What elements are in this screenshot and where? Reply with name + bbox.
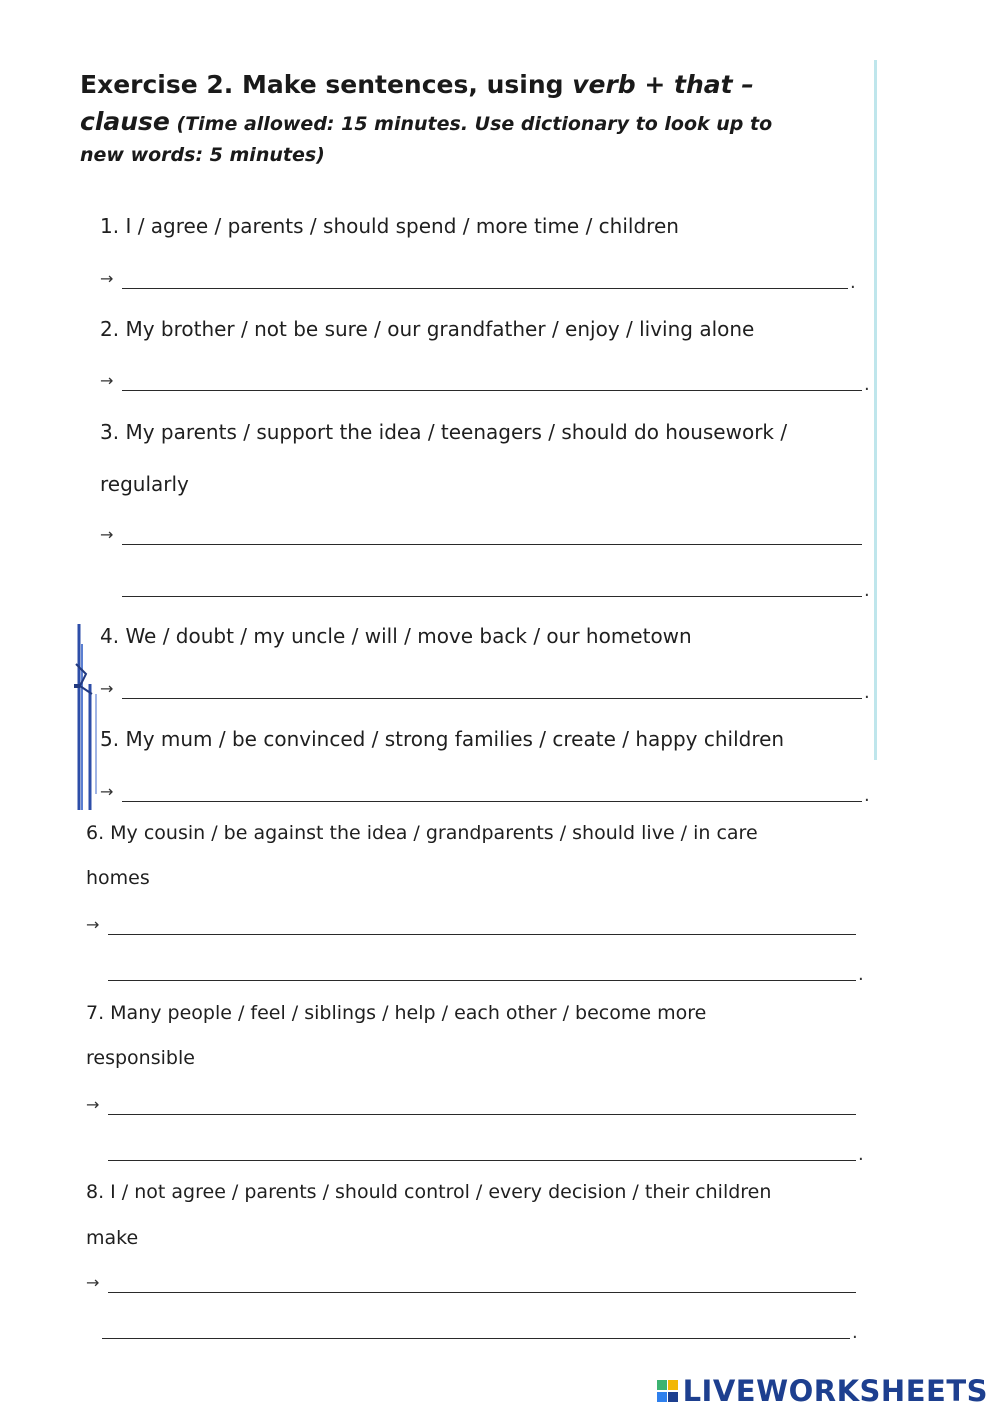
arrow-icon: → <box>100 269 114 288</box>
question-2: 2. My brother / not be sure / our grandfather / enjoy / living alone <box>100 317 755 341</box>
answer-line-5[interactable]: → . <box>100 782 870 806</box>
question-7: 7. Many people / feel / siblings / help / each other / become more <box>86 1002 707 1024</box>
answer-underline <box>108 980 856 981</box>
answer-underline <box>102 1338 850 1339</box>
answer-line-8a[interactable] <box>86 1272 866 1302</box>
logo-text: LIVEWORKSHEETS <box>682 1374 988 1408</box>
answer-line-8b[interactable]: . <box>86 1318 866 1348</box>
answer-line-6a[interactable] <box>86 914 866 944</box>
answer-underline <box>122 698 862 699</box>
question-8: 8. I / not agree / parents / should control / every decision / their children <box>86 1181 772 1203</box>
answer-underline <box>122 390 862 391</box>
answer-line-4[interactable]: → . <box>100 679 870 703</box>
answer-underline <box>108 1114 856 1115</box>
arrow-icon: → <box>86 915 100 934</box>
question-5: 5. My mum / be convinced / strong families / create / happy children <box>100 727 785 751</box>
decorative-figure-icon <box>70 624 100 810</box>
answer-line-7a[interactable] <box>86 1094 866 1124</box>
arrow-icon: → <box>86 1273 100 1292</box>
answer-line-3b[interactable]: . <box>100 576 870 606</box>
margin-rule <box>874 60 877 760</box>
question-1: 1. I / agree / parents / should spend / more time / children <box>100 214 679 238</box>
liveworksheets-logo[interactable] <box>657 1374 988 1408</box>
question-6-cont: homes <box>86 867 150 889</box>
title-line-2: clause (Time allowed: 15 minutes. Use dictionary to look up to <box>80 107 773 136</box>
title-line-1: Exercise 2. Make sentences, using verb + that – <box>80 70 754 99</box>
answer-line-1[interactable]: → . <box>100 269 856 293</box>
answer-underline <box>122 596 862 597</box>
arrow-icon: → <box>100 679 114 698</box>
question-8-cont: make <box>86 1227 139 1249</box>
question-3-cont: regularly <box>100 472 189 496</box>
answer-line-6b[interactable]: . <box>86 960 866 990</box>
exercise-title <box>80 66 880 170</box>
question-7-cont: responsible <box>86 1047 195 1069</box>
answer-line-7b[interactable]: . <box>86 1140 866 1170</box>
liveworksheets-logo-icon <box>657 1378 679 1404</box>
arrow-icon: → <box>100 525 114 544</box>
answer-underline <box>108 1292 856 1293</box>
answer-line-3a[interactable] <box>100 524 870 554</box>
question-6: 6. My cousin / be against the idea / grandparents / should live / in care <box>86 822 758 844</box>
answer-underline <box>122 544 862 545</box>
arrow-icon: → <box>100 371 114 390</box>
arrow-icon: → <box>86 1095 100 1114</box>
question-4: 4. We / doubt / my uncle / will / move back / our hometown <box>100 624 692 648</box>
title-line-3: new words: 5 minutes) <box>80 144 325 166</box>
answer-underline <box>108 1160 856 1161</box>
answer-underline <box>122 801 862 802</box>
answer-line-2[interactable]: → . <box>100 371 870 395</box>
question-3: 3. My parents / support the idea / teenagers / should do housework / <box>100 420 788 444</box>
arrow-icon: → <box>100 782 114 801</box>
answer-underline <box>108 934 856 935</box>
answer-underline <box>122 288 848 289</box>
